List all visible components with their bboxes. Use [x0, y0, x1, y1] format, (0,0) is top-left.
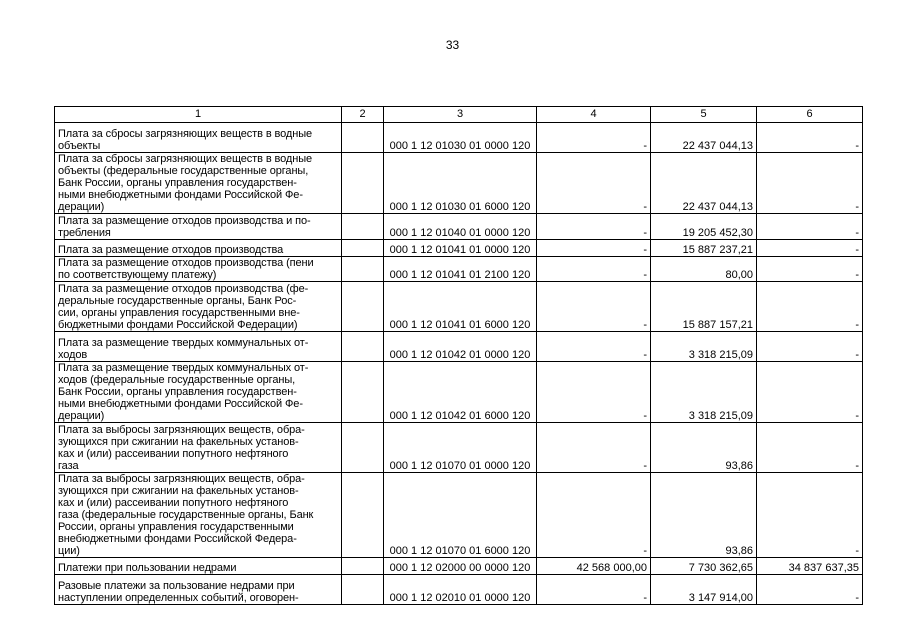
row-code-cell: 000 1 12 01041 01 6000 120: [384, 282, 537, 332]
row-col5-cell: 93,86: [651, 423, 757, 473]
row-col4-cell: -: [537, 423, 651, 473]
row-code-cell: 000 1 12 01041 01 0000 120: [384, 240, 537, 257]
revenue-table: [54, 106, 863, 605]
row-col5-cell: 93,86: [651, 473, 757, 558]
row-name-cell: Платежи при пользовании недрами: [55, 558, 342, 575]
row-name-cell: Плата за сбросы загрязняющих веществ в водные объекты (федеральные государственные органы, Банк России, органы управления государствен- ными внебюджетными фондами Российской Фе- дерации): [55, 153, 342, 214]
row-name-cell: Плата за выбросы загрязняющих веществ, обра- зующихся при сжигании на факельных установ- ках и (или) рассеивании попутного нефтяного газа (федеральные государственные органы, Банк России, органы управления государственными внебюджетными фондами Российской Федера- ции): [55, 473, 342, 558]
row-col2-cell: [342, 257, 384, 282]
row-col5-cell: 7 730 362,65: [651, 558, 757, 575]
row-col2-cell: [342, 575, 384, 605]
row-code-cell: 000 1 12 01042 01 6000 120: [384, 362, 537, 423]
table-row: [55, 362, 863, 423]
column-header-3: 3: [384, 107, 537, 123]
row-col6-cell: -: [757, 282, 863, 332]
row-col6-cell: -: [757, 240, 863, 257]
row-name-cell: Плата за размещение твердых коммунальных от- ходов (федеральные государственные органы, Банк России, органы управления государствен- ными внебюджетными фондами Российской Фе- дерации): [55, 362, 342, 423]
table-row: [55, 332, 863, 362]
row-col2-cell: [342, 558, 384, 575]
row-col6-cell: 34 837 637,35: [757, 558, 863, 575]
row-name-cell: Плата за размещение отходов производства (фе- деральные государственные органы, Банк Рос- сии, органы управления государственными вне- бюджетными фондами Российской Федерации): [55, 282, 342, 332]
row-col2-cell: [342, 214, 384, 240]
row-col2-cell: [342, 423, 384, 473]
row-col5-cell: 80,00: [651, 257, 757, 282]
row-name-cell: Плата за размещение отходов производства: [55, 240, 342, 257]
row-col4-cell: -: [537, 240, 651, 257]
row-col4-cell: -: [537, 362, 651, 423]
table-header-row: [55, 107, 863, 123]
row-col4-cell: -: [537, 153, 651, 214]
row-col6-cell: -: [757, 123, 863, 153]
table-row: [55, 153, 863, 214]
row-name-cell: Плата за сбросы загрязняющих веществ в водные объекты: [55, 123, 342, 153]
row-col6-cell: -: [757, 257, 863, 282]
row-col6-cell: -: [757, 362, 863, 423]
column-header-4: 4: [537, 107, 651, 123]
column-header-5: 5: [651, 107, 757, 123]
column-header-6: 6: [757, 107, 863, 123]
row-col6-cell: -: [757, 473, 863, 558]
table-row: [55, 240, 863, 257]
table-row: [55, 473, 863, 558]
row-col4-cell: -: [537, 214, 651, 240]
column-header-2: 2: [342, 107, 384, 123]
row-col4-cell: -: [537, 257, 651, 282]
row-col4-cell: 42 568 000,00: [537, 558, 651, 575]
row-code-cell: 000 1 12 02000 00 0000 120: [384, 558, 537, 575]
table-row: [55, 257, 863, 282]
row-col5-cell: 19 205 452,30: [651, 214, 757, 240]
table-row: [55, 423, 863, 473]
row-col2-cell: [342, 240, 384, 257]
row-code-cell: 000 1 12 01070 01 0000 120: [384, 423, 537, 473]
row-code-cell: 000 1 12 01070 01 6000 120: [384, 473, 537, 558]
page-number: 33: [445, 38, 460, 52]
row-col2-cell: [342, 282, 384, 332]
row-col5-cell: 22 437 044,13: [651, 123, 757, 153]
row-name-cell: Разовые платежи за пользование недрами при наступлении определенных событий, оговорен-: [55, 575, 342, 605]
row-code-cell: 000 1 12 01041 01 2100 120: [384, 257, 537, 282]
row-col6-cell: -: [757, 153, 863, 214]
row-code-cell: 000 1 12 01030 01 6000 120: [384, 153, 537, 214]
row-col4-cell: -: [537, 282, 651, 332]
row-col6-cell: -: [757, 575, 863, 605]
row-col2-cell: [342, 362, 384, 423]
table-row: [55, 282, 863, 332]
row-col4-cell: -: [537, 332, 651, 362]
row-col5-cell: 3 147 914,00: [651, 575, 757, 605]
row-code-cell: 000 1 12 01030 01 0000 120: [384, 123, 537, 153]
row-col2-cell: [342, 153, 384, 214]
row-name-cell: Плата за размещение твердых коммунальных от- ходов: [55, 332, 342, 362]
row-col6-cell: -: [757, 423, 863, 473]
table-row: [55, 214, 863, 240]
row-code-cell: 000 1 12 01042 01 0000 120: [384, 332, 537, 362]
row-code-cell: 000 1 12 01040 01 0000 120: [384, 214, 537, 240]
table-row: [55, 558, 863, 575]
row-col6-cell: -: [757, 332, 863, 362]
table-row: [55, 123, 863, 153]
row-col2-cell: [342, 473, 384, 558]
row-col2-cell: [342, 123, 384, 153]
row-col4-cell: -: [537, 473, 651, 558]
row-code-cell: 000 1 12 02010 01 0000 120: [384, 575, 537, 605]
row-col6-cell: -: [757, 214, 863, 240]
row-name-cell: Плата за выбросы загрязняющих веществ, обра- зующихся при сжигании на факельных установ- ках и (или) рассеивании попутного нефтяного газа: [55, 423, 342, 473]
row-col4-cell: -: [537, 123, 651, 153]
row-col5-cell: 15 887 157,21: [651, 282, 757, 332]
row-name-cell: Плата за размещение отходов производства и по- требления: [55, 214, 342, 240]
row-col5-cell: 15 887 237,21: [651, 240, 757, 257]
row-col5-cell: 22 437 044,13: [651, 153, 757, 214]
row-col4-cell: -: [537, 575, 651, 605]
row-col2-cell: [342, 332, 384, 362]
column-header-1: 1: [55, 107, 342, 123]
table-row: [55, 575, 863, 605]
row-col5-cell: 3 318 215,09: [651, 362, 757, 423]
row-col5-cell: 3 318 215,09: [651, 332, 757, 362]
row-name-cell: Плата за размещение отходов производства (пени по соответствующему платежу): [55, 257, 342, 282]
